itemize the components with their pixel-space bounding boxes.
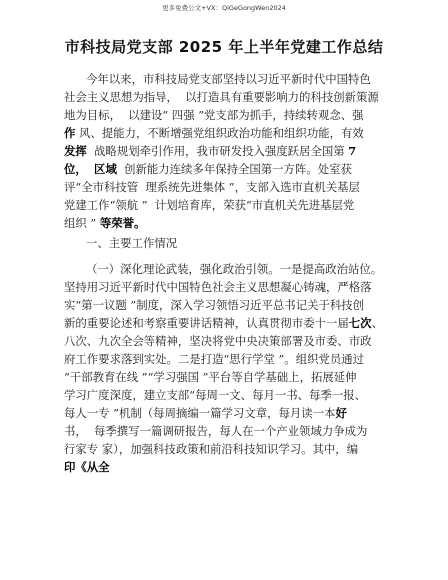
text-line: 八次、九次全会等精神，坚决将党中央决策部署及市委、市政 [64, 334, 372, 348]
text-fragment [87, 162, 94, 176]
text-line: “干部教育在线 ”“学习强国 ”平台等自学基础上，拓展延伸 [64, 370, 357, 384]
bold-fragment: 区域 [94, 162, 117, 176]
text-fragment: 、 [371, 316, 383, 330]
text-line: 实“第一议题 ”制度，深入学习领悟习近平总书记关于科技创 [64, 298, 365, 312]
text-line: 今年以来，市科技局党支部坚持以习近平新时代中国特色 [86, 72, 371, 86]
bold-fragment: 作 [64, 126, 76, 140]
text-line [64, 142, 394, 160]
text-line: 府工作要求落到实处。二是打造“思行学堂 ”。组织党员通过 [64, 352, 365, 366]
text-line [64, 314, 394, 332]
text-fragment: 战略规划牵引作用，我市研发投入强度跃居全国第 [86, 144, 349, 158]
text-line: 党建工作“领航 ” 计划培育库，荣获“市直机关先进基层党 [64, 198, 355, 212]
text-line: 社会主义思想为指导， 以打造具有重要影响力的科技创新策源 [64, 90, 379, 104]
paragraph-intro [64, 70, 394, 232]
text-fragment: 创新能力连续多年保持全国第一方阵。处室获 [116, 162, 352, 176]
watermark-text: 更多免费公文+VX：QiGeGongWen2024 [162, 4, 286, 12]
text-line: 坚持用习近平新时代中国特色社会主义思想凝心铸魂，严格落 [64, 280, 372, 294]
text-line: 行家专 家），加强科技政策和前沿科技知识学习。其中，编 [64, 442, 359, 456]
text-fragment: 每人一专 ”机制（每周摘编一篇学习文章，每月读一本 [64, 406, 336, 420]
text-line: 地为目标， 以建设“ 四强 ”党支部为抓手，持续转观念、强 [64, 108, 364, 122]
paragraph-theory [64, 260, 394, 476]
text-line [64, 160, 394, 178]
text-line: （一）深化理论武装，强化政治引领。一是提高政治站位。 [86, 262, 383, 276]
section-heading-block [64, 234, 394, 252]
text-line [64, 214, 394, 232]
section-heading: 一、主要工作情况 [86, 236, 178, 250]
text-line [64, 458, 394, 476]
text-fragment: 组织 ” [64, 216, 100, 230]
text-line: 书， 每季撰写一篇调研报告，每人在一个产业领域力争成为 [64, 424, 368, 438]
text-line: 学习广度深度，建立支部“每周一文、每月一书、每季一报、 [64, 388, 366, 402]
document-title: 市科技局党支部 2025 年上半年党建工作总结 [64, 38, 384, 56]
bold-fragment: 7 [348, 144, 357, 158]
text-fragment: 新的重要论述和考察重要讲话精神，认真贯彻市委十一届 [64, 316, 349, 330]
bold-fragment: 好 [335, 406, 347, 420]
text-line [64, 124, 394, 142]
bold-fragment: 发挥 [64, 144, 87, 158]
text-line: 评“全市科技管 理系统先进集体 ”，支部入选市直机关基层 [64, 180, 360, 194]
bold-fragment: 等荣誉。 [99, 216, 146, 230]
text-fragment: 风、提能力，不断增强党组织政治功能和组织功能，有效 [75, 126, 364, 140]
bold-fragment: 印《从全 [64, 460, 110, 474]
bold-fragment: 位， [64, 162, 87, 176]
bold-fragment: 七次 [348, 316, 372, 330]
text-line [64, 404, 394, 422]
